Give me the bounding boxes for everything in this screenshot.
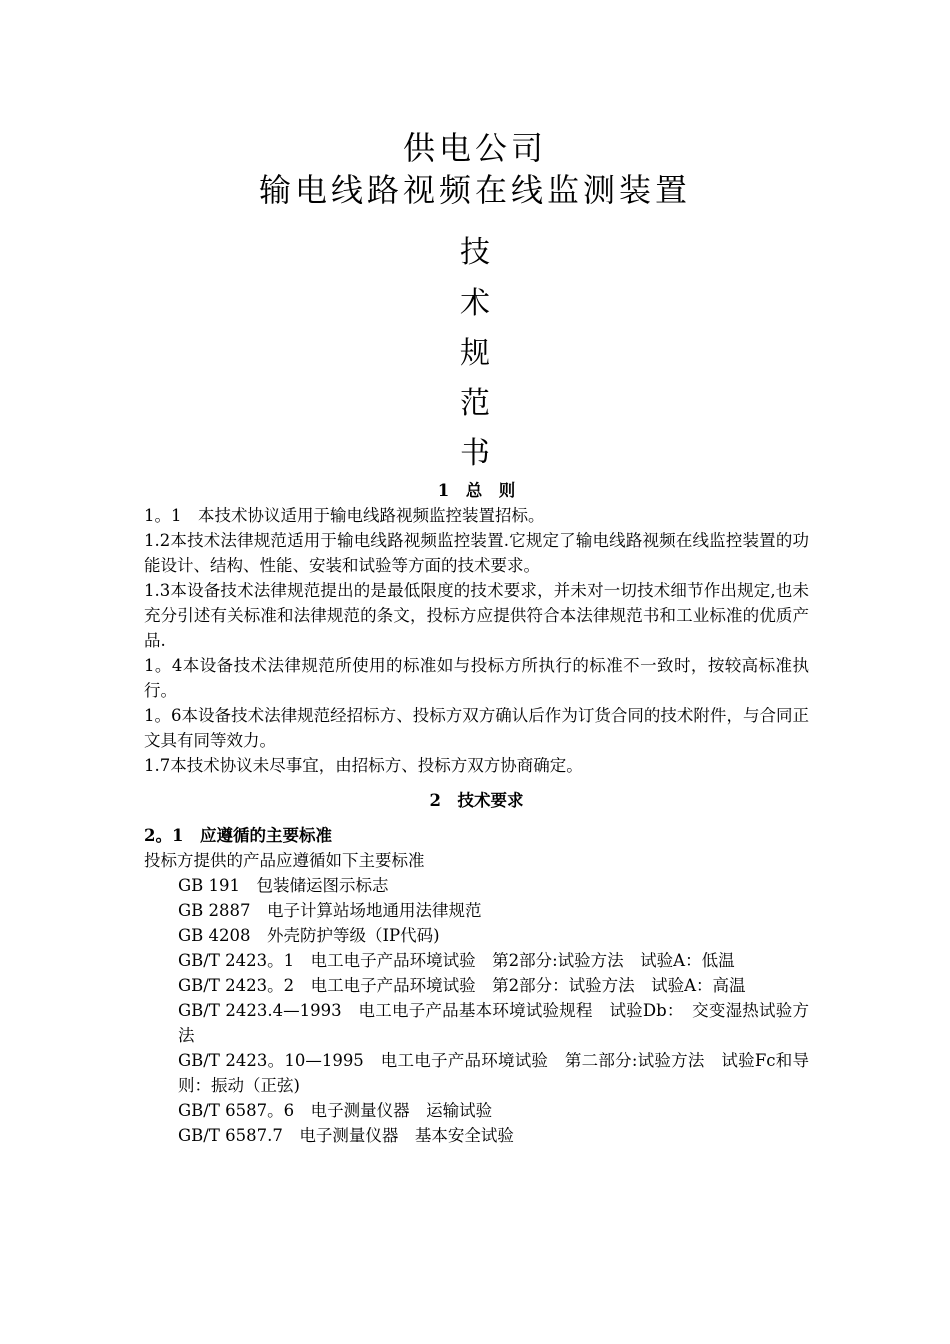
vertical-title-char: 书 xyxy=(460,436,490,471)
section-heading: 2 技术要求 xyxy=(429,791,524,810)
section-heading: 1 总 则 xyxy=(437,481,516,500)
spacer xyxy=(144,813,809,823)
document-body xyxy=(144,478,809,1148)
vertical-title-char: 技 xyxy=(460,235,490,270)
standard-item: GB/T 6587。6 电子测量仪器 运输试验 xyxy=(178,1101,493,1120)
standard-item: GB 191 包装储运图示标志 xyxy=(178,876,389,895)
paragraph: 1.2本技术法律规范适用于输电线路视频监控装置.它规定了输电线路视频在线监控装置的功能设计、结构、性能、安装和试验等方面的技术要求。 xyxy=(144,531,809,575)
spacer xyxy=(144,778,809,788)
standard-item: GB/T 2423。10—1995 电工电子产品环境试验 第二部分:试验方法 试验Fc和导则：振动（正弦) xyxy=(178,1051,809,1095)
paragraph: 1.7本技术协议未尽事宜，由招标方、投标方双方协商确定。 xyxy=(144,756,583,775)
standard-item: GB/T 2423。1 电工电子产品环境试验 第2部分:试验方法 试验A：低温 xyxy=(178,951,735,970)
paragraph: 1。1 本技术协议适用于输电线路视频监控装置招标。 xyxy=(144,506,545,525)
standard-item: GB 2887 电子计算站场地通用法律规范 xyxy=(178,901,482,920)
standard-item: GB/T 2423。2 电工电子产品环境试验 第2部分：试验方法 试验A：高温 xyxy=(178,976,746,995)
title-company: 供电公司 xyxy=(402,129,547,167)
paragraph: 1.3本设备技术法律规范提出的是最低限度的技术要求，并未对一切技术细节作出规定,也未充分引述有关标准和法律规范的条文，投标方应提供符合本法律规范书和工业标准的优质产品. xyxy=(144,581,809,650)
vertical-title-char: 规 xyxy=(460,336,490,371)
vertical-title-char: 范 xyxy=(460,386,490,421)
vertical-title-char: 术 xyxy=(460,286,490,321)
standard-item: GB 4208 外壳防护等级（IP代码) xyxy=(178,926,440,945)
paragraph: 投标方提供的产品应遵循如下主要标准 xyxy=(144,851,425,870)
standard-item: GB/T 6587.7 电子测量仪器 基本安全试验 xyxy=(178,1126,514,1145)
standard-item: GB/T 2423.4—1993 电工电子产品基本环境试验规程 试验Db： 交变湿热试验方法 xyxy=(178,1001,809,1045)
subsection-heading: 2。1 应遵循的主要标准 xyxy=(144,826,332,845)
paragraph: 1。4本设备技术法律规范所使用的标准如与投标方所执行的标准不一致时，按较高标准执行。 xyxy=(144,656,809,700)
title-device: 输电线路视频在线监测装置 xyxy=(258,171,691,209)
paragraph: 1。6本设备技术法律规范经招标方、投标方双方确认后作为订货合同的技术附件，与合同正文具有同等效力。 xyxy=(144,706,809,750)
